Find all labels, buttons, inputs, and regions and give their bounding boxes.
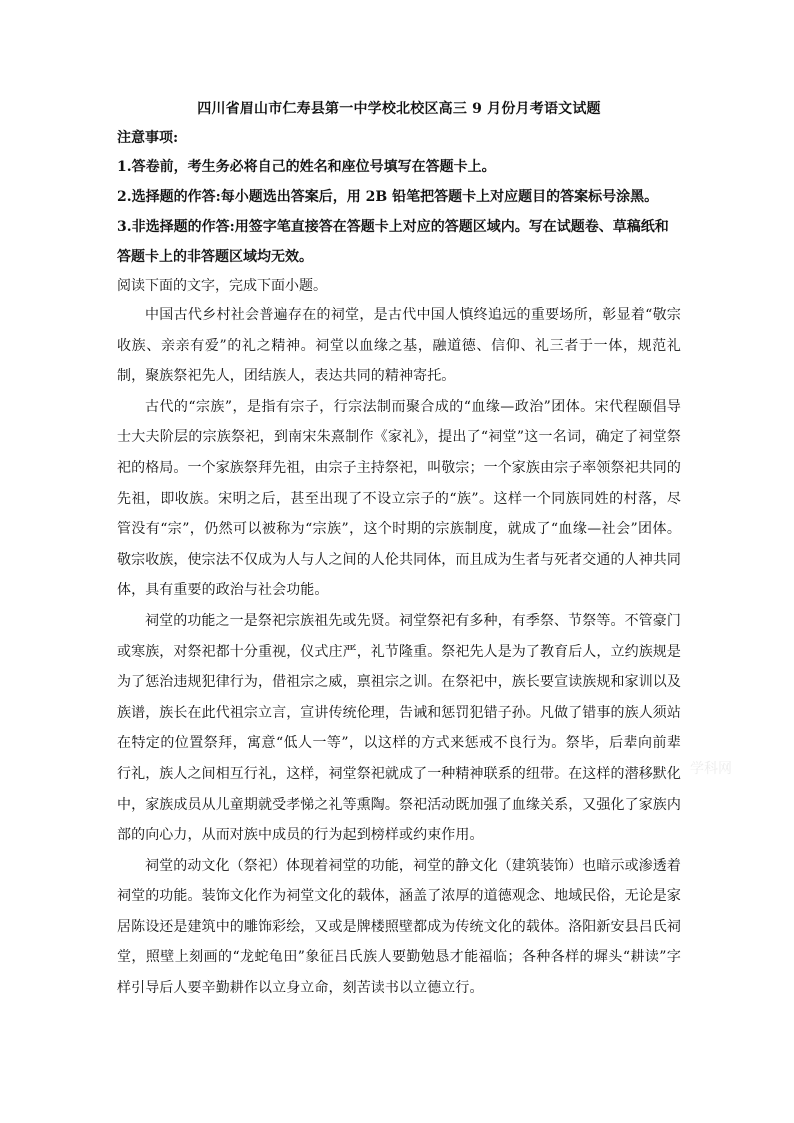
body-paragraph: 祠堂的功能之一是祭祀宗族祖先或先贤。祠堂祭祀有多种，有季祭、节祭等。不管豪门或寒族，对祭祀都十分重视，仪式庄严，礼节隆重。祭祀先人是为了教育后人，立约族规是为了惩治违规犯律行为，借祖宗之威，禀祖宗之训。在祭祀中，族长要宣读族规和家训以及族谱，族长在此代祖宗立言，宣讲传统伦理，告诫和惩罚犯错子孙。凡做了错事的族人须站在特定的位置祭拜，寓意“低人一等”，以这样的方式来惩戒不良行为。祭毕，后辈向前辈行礼，族人之间相互行礼，这样，祠堂祭祀就成了一种精神联系的纽带。在这样的潜移默化中，家族成员从儿童期就受孝悌之礼等熏陶。祭祀活动既加强了血缘关系，又强化了家族内部的向心力，从而对族中成员的行为起到榜样或约束作用。 [117, 612, 681, 844]
reading-instruction: 阅读下面的文字，完成下面小题。 [117, 278, 327, 294]
watermark: 学科网 [690, 761, 732, 777]
notice-item-1: 1.答卷前，考生务必将自己的姓名和座位号填写在答题卡上。 [117, 159, 496, 175]
page-title: 四川省眉山市仁寿县第一中学校北校区高三 9 月份月考语文试题 [197, 101, 601, 117]
body-paragraph: 古代的“宗族”，是指有宗子，行宗法制而聚合成的“血缘—政治”团体。宋代程颐倡导士大夫阶层的宗族祭祀，到南宋朱熹制作《家礼》，提出了“祠堂”这一名词，确定了祠堂祭祀的格局。一个家族祭拜先祖，由宗子主持祭祀，叫敬宗；一个家族由宗子率领祭祀共同的先祖，即收族。宋明之后，甚至出现了不设立宗子的“族”。这样一个同族同姓的村落，尽管没有“宗”，仍然可以被称为“宗族”，这个时期的宗族制度，就成了“血缘—社会”团体。敬宗收族，使宗法不仅成为人与人之间的人伦共同体，而且成为生者与死者交通的人神共同体，具有重要的政治与社会功能。 [117, 398, 681, 599]
notice-heading: 注意事项: [117, 130, 179, 146]
body-paragraph: 中国古代乡村社会普遍存在的祠堂，是古代中国人慎终追远的重要场所，彰显着“敬宗收族、亲亲有爱”的礼之精神。祠堂以血缘之基，融道德、信仰、礼三者于一体，规范礼制，聚族祭祀先人，团结族人，表达共同的精神寄托。 [117, 307, 681, 385]
notice-item-2: 2.选择题的作答:每小题选出答案后，用 2B 铅笔把答题卡上对应题目的答案标号涂黑。 [117, 189, 659, 205]
document-page [117, 98, 681, 1004]
body-paragraph: 祠堂的动文化（祭祀）体现着祠堂的功能，祠堂的静文化（建筑装饰）也暗示或渗透着祠堂的功能。装饰文化作为祠堂文化的载体，涵盖了浓厚的道德观念、地域民俗，无论是家居陈设还是建筑中的雕饰彩绘，又或是牌楼照壁都成为传统文化的载体。洛阳新安县吕氏祠堂，照壁上刻画的“龙蛇龟田”象征吕氏族人要勤勉恳才能福临；各种各样的墀头“耕读”字样引导后人要辛勤耕作以立身立命，刻苦读书以立德立行。 [117, 857, 681, 997]
notice-item-3: 3.非选择题的作答:用签字笔直接答在答题卡上对应的答题区域内。写在试题卷、草稿纸和答题卡上的非答题区域均无效。 [117, 219, 669, 265]
